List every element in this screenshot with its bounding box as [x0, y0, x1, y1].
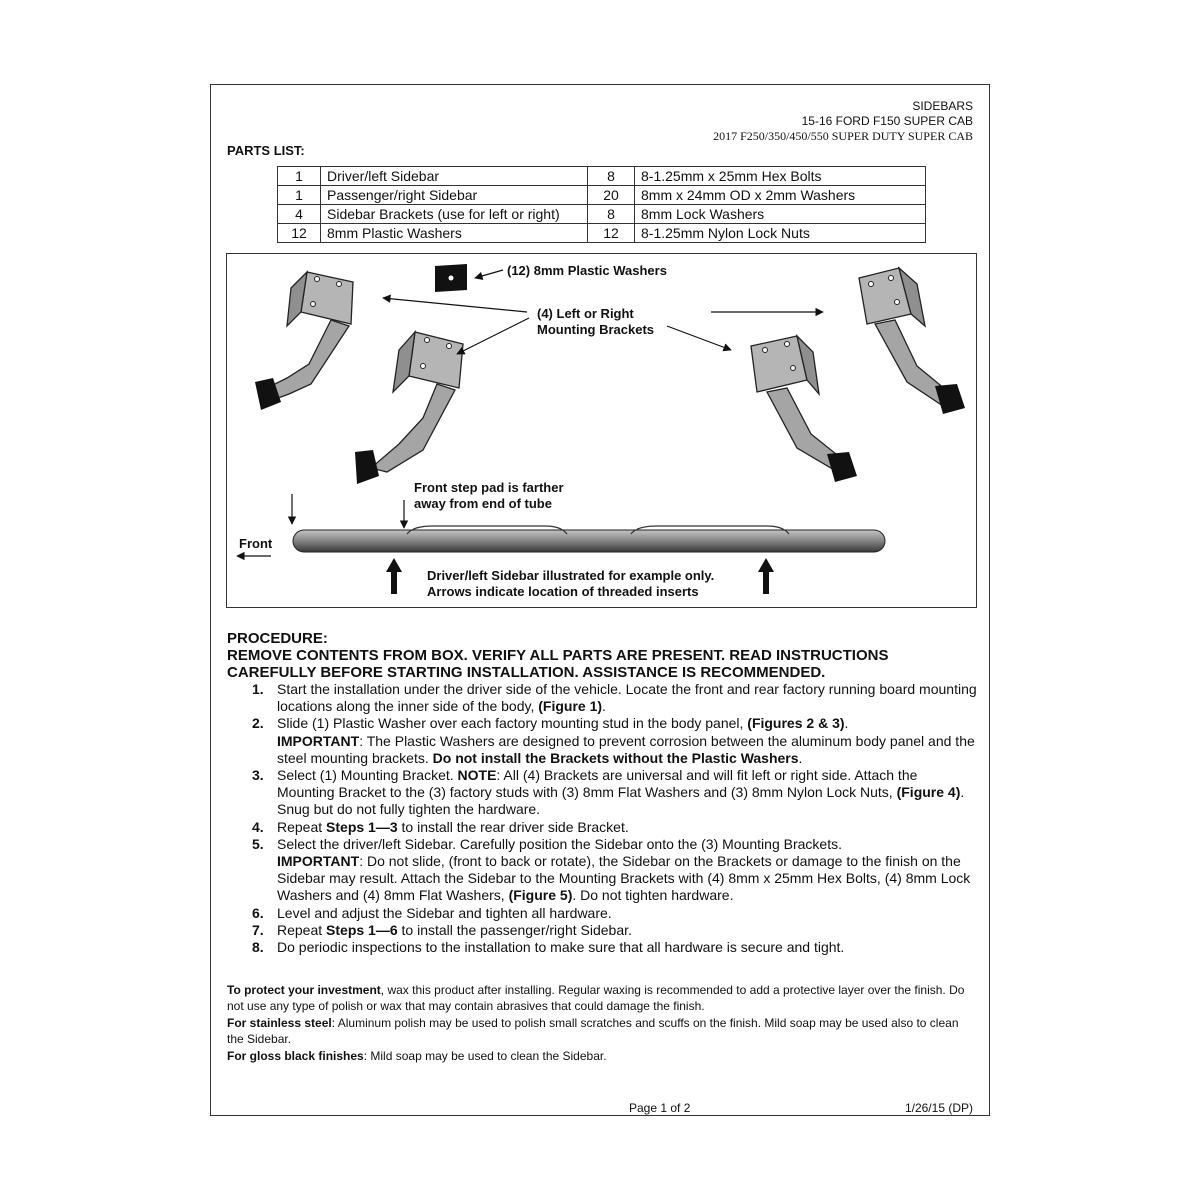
table-cell: Passenger/right Sidebar — [321, 186, 588, 205]
brackets-label: (4) Left or Right Mounting Brackets — [537, 306, 655, 337]
care-stainless: For stainless steel: Aluminum polish may be used to polish small scratches and scuffs on the finish. Mild soap may be used also to clean the Sidebar. — [227, 1015, 959, 1047]
mounting-bracket-1 — [255, 272, 353, 410]
header-line-1: SIDEBARS — [912, 99, 973, 113]
list-item: 8. Do periodic inspections to the installation to make sure that all hardware is secure and tight. — [252, 939, 845, 956]
procedure-section — [227, 630, 977, 956]
table-cell: 8 — [588, 167, 635, 186]
revision-date: 1/26/15 (DP) — [904, 1101, 973, 1115]
table-cell: 1 — [278, 186, 321, 205]
header-line-2: 15-16 FORD F150 SUPER CAB — [801, 114, 973, 128]
washers-label: (12) 8mm Plastic Washers — [507, 263, 667, 278]
table-row — [278, 205, 926, 224]
table-cell: Sidebar Brackets (use for left or right) — [321, 205, 588, 224]
mounting-bracket-3 — [751, 336, 857, 482]
table-row — [278, 167, 926, 186]
table-cell: 20 — [588, 186, 635, 205]
plastic-washer — [435, 264, 467, 292]
arrow-to-washer — [475, 270, 503, 278]
list-item: 1. Start the installation under the driver side of the vehicle. Locate the front and rear factory running board mounting locations along the inner side of the body, (Figure 1). — [252, 681, 977, 715]
procedure-subtitle-line-2: CAREFULLY BEFORE STARTING INSTALLATION. ASSISTANCE IS RECOMMENDED. — [227, 664, 826, 681]
document-header — [713, 99, 973, 144]
table-row — [278, 186, 926, 205]
table-cell: 8 — [588, 205, 635, 224]
table-cell: 12 — [588, 224, 635, 243]
care-gloss-black: For gloss black finishes: Mild soap may be used to clean the Sidebar. — [227, 1048, 607, 1063]
table-cell: 8mm x 24mm OD x 2mm Washers — [635, 186, 926, 205]
list-item: 4. Repeat Steps 1—3 to install the rear driver side Bracket. — [252, 818, 629, 835]
list-item: 2. Slide (1) Plastic Washer over each factory mounting stud in the body panel, (Figures 2 & 3). IMPORTANT: The Plastic Washers are designed to prevent corrosion between the aluminum body panel and the steel mounting brackets. Do not install the Brackets without the Plastic Washers. — [252, 715, 975, 766]
table-cell: 8mm Plastic Washers — [321, 224, 588, 243]
table-cell: 8-1.25mm Nylon Lock Nuts — [635, 224, 926, 243]
list-item: 5. Select the driver/left Sidebar. Carefully position the Sidebar onto the (3) Mounting Brackets. IMPORTANT: Do not slide, (front to back or rotate), the Sidebar on the Brackets or damage to the finish on the Sidebar may result. Attach the Sidebar to the Mounting Brackets with (4) 8mm x 25mm Hex Bolts, (4) 8mm Lock Washers and (4) 8mm Flat Washers, (Figure 5). Do not tighten hardware. — [252, 835, 971, 904]
table-cell: Driver/left Sidebar — [321, 167, 588, 186]
step-pad-label: Front step pad is farther away from end of tube — [414, 480, 564, 511]
table-cell: 4 — [278, 205, 321, 224]
table-cell: 12 — [278, 224, 321, 243]
care-protect: To protect your investment, wax this product after installing. Regular waxing is recommended to add a protective layer over the finish. Do not use any type of polish or wax that may contain abrasives that could damage the finish. — [227, 983, 965, 1014]
table-cell: 8-1.25mm x 25mm Hex Bolts — [635, 167, 926, 186]
list-item: 6. Level and adjust the Sidebar and tighten all hardware. — [252, 904, 612, 921]
illustration-note: Driver/left Sidebar illustrated for example only. Arrows indicate location of threaded inserts — [427, 568, 715, 599]
procedure-subtitle-line-1: REMOVE CONTENTS FROM BOX. VERIFY ALL PARTS ARE PRESENT. READ INSTRUCTIONS — [227, 647, 889, 664]
mounting-bracket-4 — [859, 268, 965, 414]
figure-1-diagram — [226, 253, 977, 608]
front-label: Front — [239, 536, 273, 551]
list-item: 3. Select (1) Mounting Bracket. NOTE: All (4) Brackets are universal and will fit left or right side. Attach the Mounting Bracket to the (3) factory studs with (3) 8mm Flat Washers and (3) 8mm Nylon Lock Nuts, (Figure 4). Snug but do not fully tighten the hardware. — [252, 767, 965, 818]
list-item: 7. Repeat Steps 1—6 to install the passenger/right Sidebar. — [252, 921, 632, 938]
threaded-insert-arrow-left — [386, 558, 402, 594]
table-cell: 1 — [278, 167, 321, 186]
page-number: Page 1 of 2 — [629, 1101, 691, 1115]
arrow-to-bracket-1 — [383, 298, 527, 312]
mounting-bracket-2 — [355, 332, 463, 484]
table-row — [278, 224, 926, 243]
instruction-sheet — [210, 84, 990, 1116]
arrow-to-bracket-2 — [457, 318, 529, 354]
table-cell: 8mm Lock Washers — [635, 205, 926, 224]
arrow-to-bracket-3 — [667, 326, 731, 350]
procedure-title: PROCEDURE: — [227, 630, 328, 647]
parts-table — [277, 166, 926, 243]
header-line-3: 2017 F250/350/450/550 SUPER DUTY SUPER CAB — [713, 129, 973, 143]
procedure-steps — [227, 681, 977, 956]
threaded-insert-arrow-right — [758, 558, 774, 594]
parts-list-label: PARTS LIST: — [227, 143, 305, 158]
care-instructions — [227, 982, 977, 1064]
sidebar-tube — [293, 526, 885, 552]
